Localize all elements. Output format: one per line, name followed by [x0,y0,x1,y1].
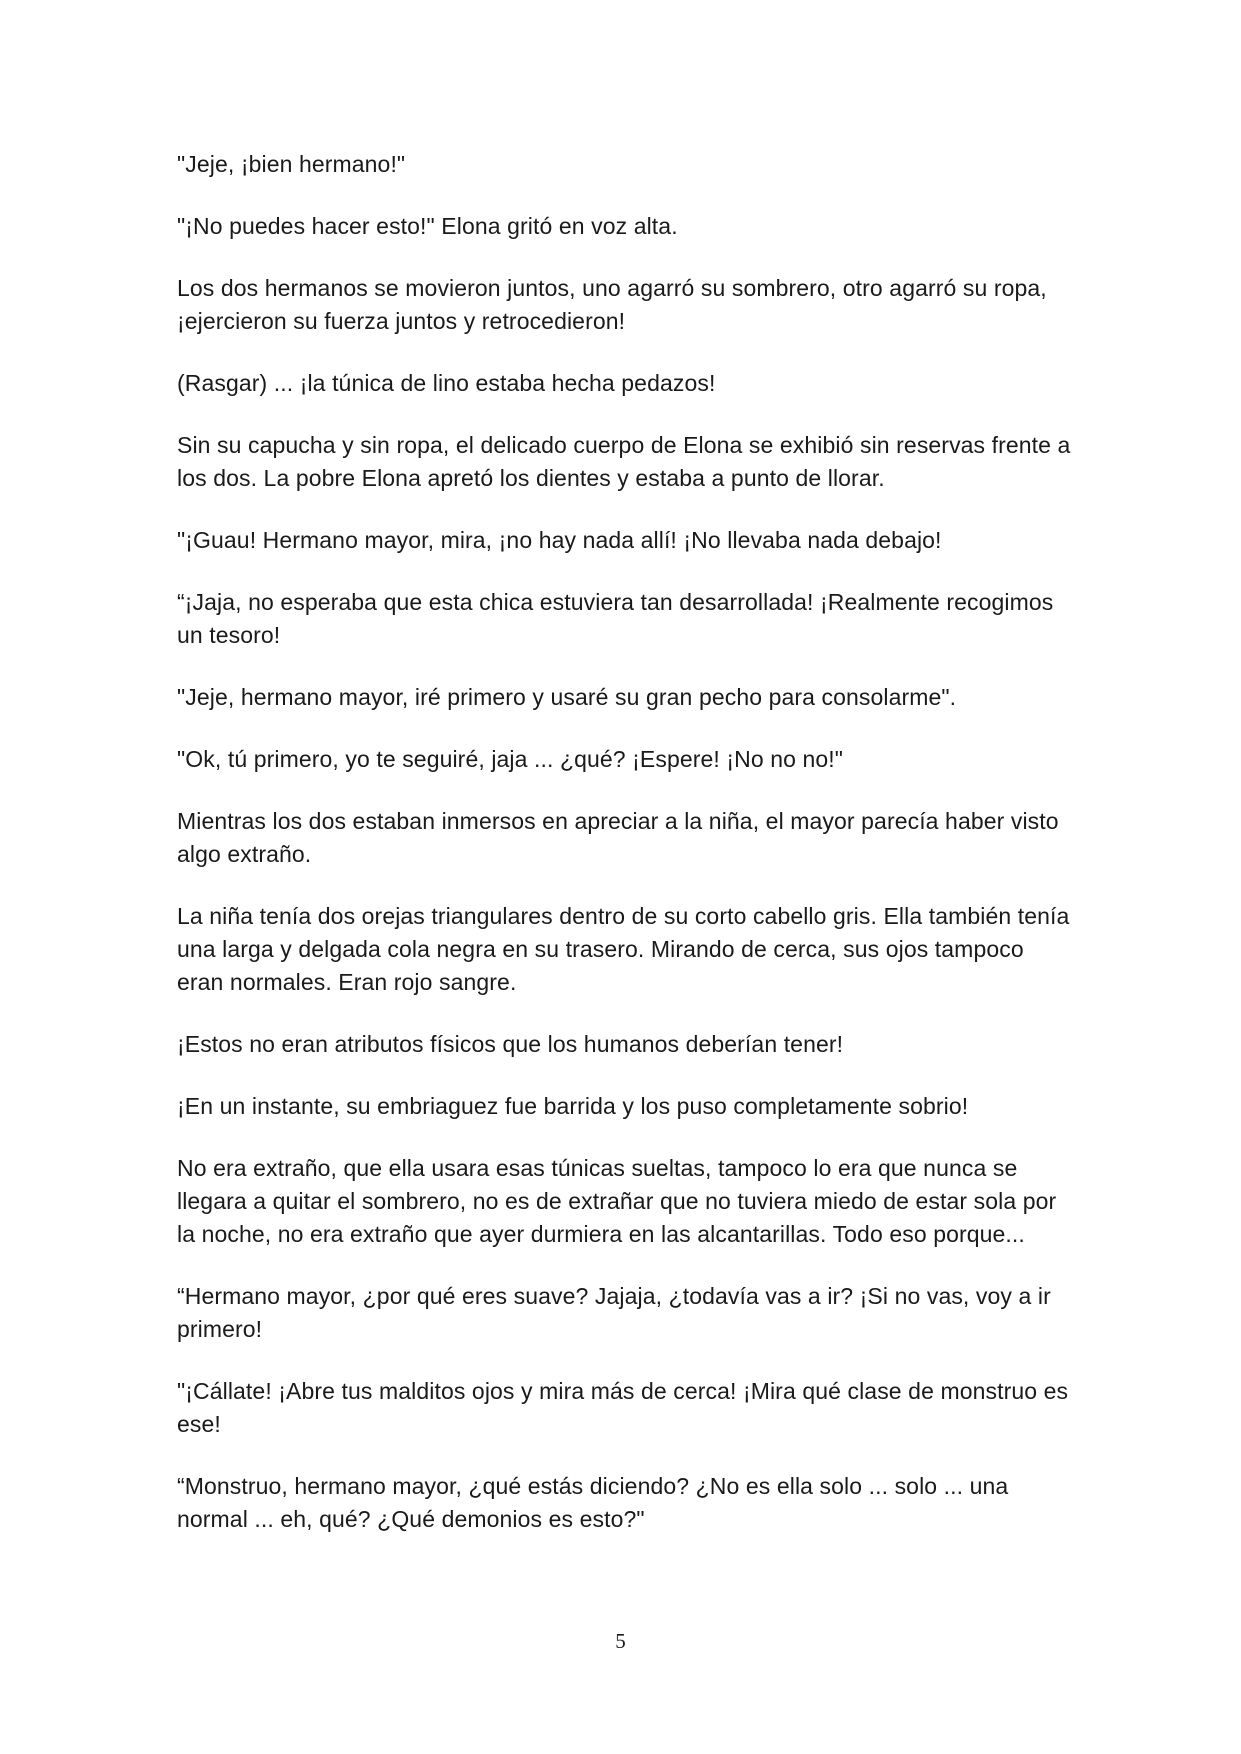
page-body [177,148,1072,1565]
paragraph: Mientras los dos estaban inmersos en apreciar a la niña, el mayor parecía haber visto algo extraño. [177,808,1059,867]
paragraph: "¡Cállate! ¡Abre tus malditos ojos y mira más de cerca! ¡Mira qué clase de monstruo es ese! [177,1378,1069,1437]
paragraph: “Hermano mayor, ¿por qué eres suave? Jajaja, ¿todavía vas a ir? ¡Si no vas, voy a ir primero! [177,1283,1051,1342]
paragraph: "¡No puedes hacer esto!" Elona gritó en voz alta. [177,213,678,239]
paragraph: La niña tenía dos orejas triangulares dentro de su corto cabello gris. Ella también tenía una larga y delgada cola negra en su trasero. Mirando de cerca, sus ojos tampoco eran normales. Eran rojo sangre. [177,903,1070,995]
paragraph: Los dos hermanos se movieron juntos, uno agarró su sombrero, otro agarró su ropa, ¡ejercieron su fuerza juntos y retrocedieron! [177,275,1047,334]
paragraph: No era extraño, que ella usara esas túnicas sueltas, tampoco lo era que nunca se llegara a quitar el sombrero, no es de extrañar que no tuviera miedo de estar sola por la noche, no era extraño que ayer durmiera en las alcantarillas. Todo eso porque... [177,1155,1057,1247]
paragraph: "Jeje, ¡bien hermano!" [177,151,406,177]
page-number: 5 [615,1629,626,1653]
paragraph: "Jeje, hermano mayor, iré primero y usaré su gran pecho para consolarme". [177,684,957,710]
paragraph: ¡En un instante, su embriaguez fue barrida y los puso completamente sobrio! [177,1093,969,1119]
paragraph: (Rasgar) ... ¡la túnica de lino estaba hecha pedazos! [177,370,716,396]
paragraph: "¡Guau! Hermano mayor, mira, ¡no hay nada allí! ¡No llevaba nada debajo! [177,527,942,553]
paragraph: “Monstruo, hermano mayor, ¿qué estás diciendo? ¿No es ella solo ... solo ... una normal ... eh, qué? ¿Qué demonios es esto?" [177,1473,1009,1532]
paragraph: "Ok, tú primero, yo te seguiré, jaja ... ¿qué? ¡Espere! ¡No no no!" [177,746,844,772]
paragraph: “¡Jaja, no esperaba que esta chica estuviera tan desarrollada! ¡Realmente recogimos un tesoro! [177,589,1054,648]
paragraph: Sin su capucha y sin ropa, el delicado cuerpo de Elona se exhibió sin reservas frente a los dos. La pobre Elona apretó los dientes y estaba a punto de llorar. [177,432,1071,491]
paragraph: ¡Estos no eran atributos físicos que los humanos deberían tener! [177,1031,844,1057]
